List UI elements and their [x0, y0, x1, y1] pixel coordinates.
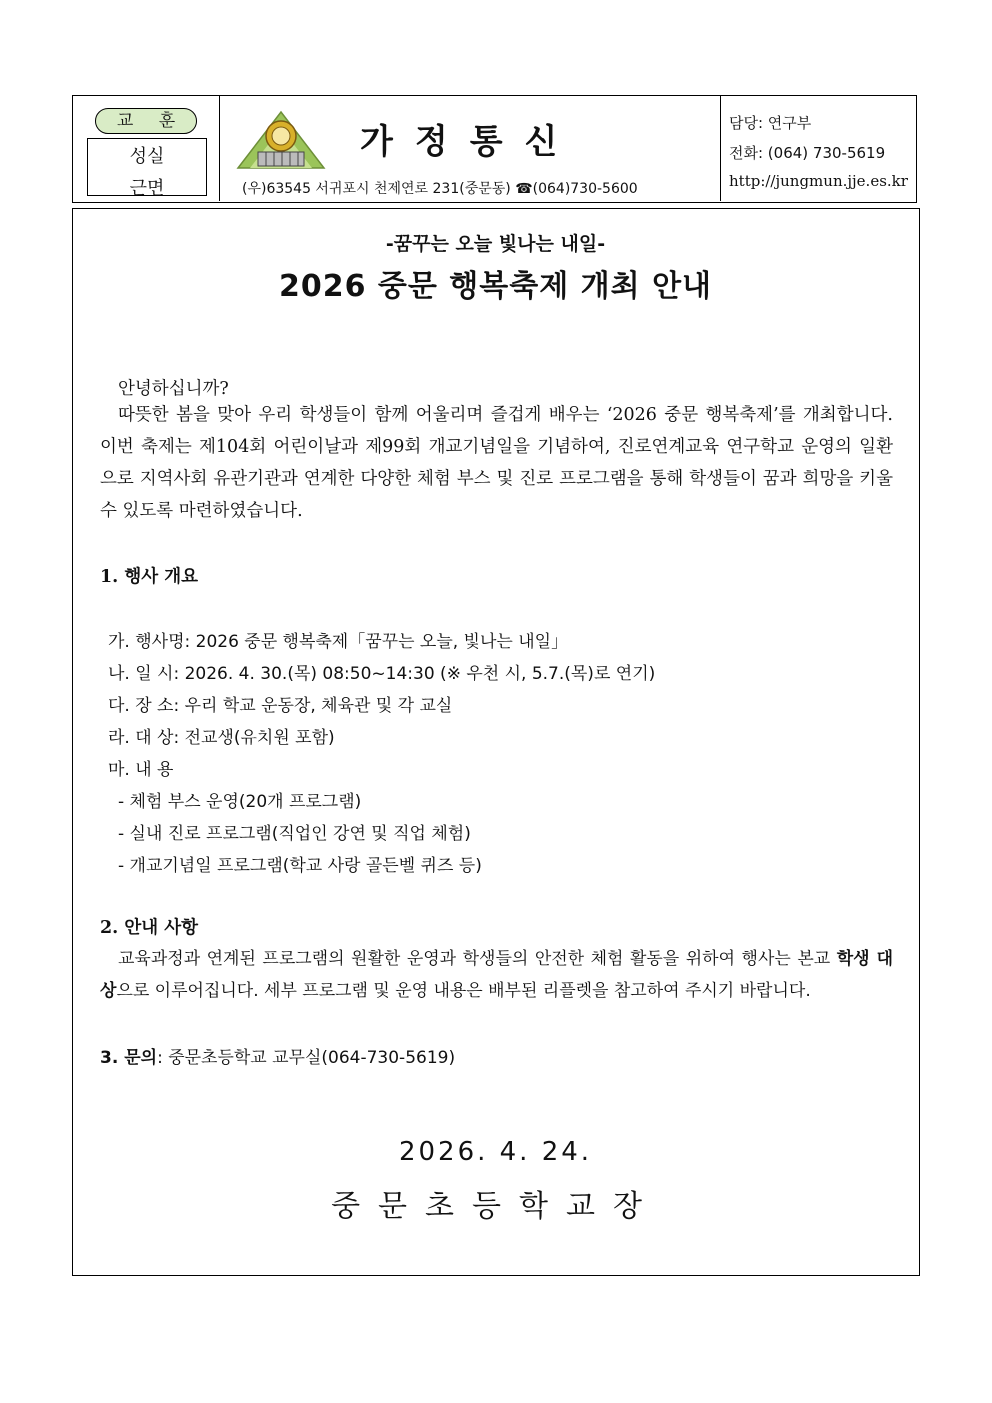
school-emblem-icon: [236, 108, 326, 170]
intro-paragraph: 따뜻한 봄을 맞아 우리 학생들이 함께 어울리며 즐겁게 배우는 ‘2026 중문 행복축제’를 개최합니다. 이번 축제는 제104회 어린이날과 제99회 개교기념일을 기념하여, 진로연계교육 연구학교 운영의 일환으로 지역사회 유관기관과 연계한 다양한 체험 부스 및 진로 프로그램을 통해 학생들이 꿈과 희망을 키울 수 있도록 마련하였습니다.: [100, 405, 893, 521]
section-3-text: : 중문초등학교 교무실(064-730-5619): [157, 1048, 456, 1068]
overview-item: 나. 일 시: 2026. 4. 30.(목) 08:50~14:30 (※ 우천 시, 5.7.(목)로 연기): [108, 664, 656, 684]
section-3: [100, 1043, 455, 1068]
section-2-text: [100, 943, 893, 1007]
greeting: 안녕하십니까?: [118, 379, 229, 399]
content-sub-item: - 개교기념일 프로그램(학교 사랑 골든벨 퀴즈 등): [118, 856, 482, 876]
notice-subtitle: -꿈꾸는 오늘 빛나는 내일-: [385, 233, 606, 255]
contact-column: [721, 96, 916, 201]
section-2-text-part: 교육과정과 연계된 프로그램의 원활한 운영과 학생들의 안전한 체험 활동을 위하여 행사는 본교: [118, 949, 837, 969]
content-sub-item: - 체험 부스 운영(20개 프로그램): [118, 792, 362, 812]
contact-phone: 전화: (064) 730-5619: [729, 144, 886, 162]
content-sub-item: - 실내 진로 프로그램(직업인 강연 및 직업 체험): [118, 824, 471, 844]
motto-line-2: 근면: [129, 178, 165, 199]
overview-item: 가. 행사명: 2026 중문 행복축제「꿈꾸는 오늘, 빛나는 내일」: [108, 632, 569, 652]
principal-signature: 중문초등학교장: [331, 1189, 660, 1224]
section-2-bold-text: 학생 대상: [100, 949, 893, 1001]
school-url-link[interactable]: http://jungmun.jje.es.kr: [729, 172, 908, 190]
overview-item: 마. 내 용: [108, 760, 174, 780]
section-1-heading: 1. 행사 개요: [100, 567, 199, 587]
section-2-heading: 2. 안내 사항: [100, 918, 199, 938]
issue-date: 2026. 4. 24.: [398, 1137, 593, 1167]
motto-box: [87, 138, 207, 199]
section-2-text-part: 으로 이루어집니다. 세부 프로그램 및 운영 내용은 배부된 리플렛을 참고하여 주시기 바랍니다.: [116, 981, 811, 1001]
notice-body: [72, 208, 920, 1276]
header-box: [72, 95, 917, 203]
section-3-heading: 3. 문의: [100, 1048, 158, 1068]
notice-title: 2026 중문 행복축제 개최 안내: [278, 269, 713, 304]
newsletter-title: 가정통신: [360, 122, 580, 162]
motto-label: 교 훈: [95, 108, 197, 134]
contact-dept: 담당: 연구부: [729, 114, 812, 132]
motto-column: [73, 96, 220, 201]
overview-item: 다. 장 소: 우리 학교 운동장, 체육관 및 각 교실: [108, 696, 453, 716]
header-center: [220, 96, 721, 201]
motto-line-1: 성실: [129, 146, 165, 167]
overview-item: 라. 대 상: 전교생(유치원 포함): [108, 728, 335, 748]
school-address: (우)63545 서귀포시 천제연로 231(중문동) ☎(064)730-5600: [242, 181, 638, 197]
